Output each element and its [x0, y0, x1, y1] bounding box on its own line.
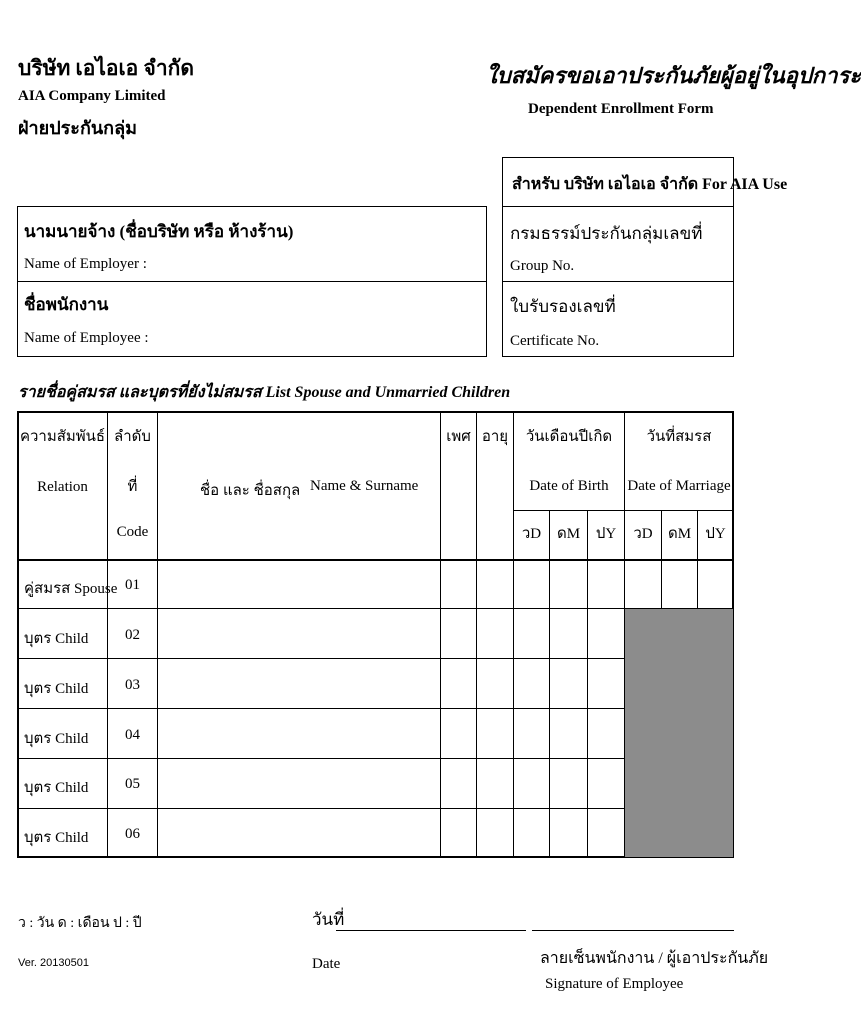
sex-header: เพศ [446, 429, 471, 445]
name-header: Name & Surname [310, 478, 419, 494]
list-heading: รายชื่อคู่สมรส และบุตรที่ยังไม่สมรส List Spouse and Unmarried Children [18, 384, 511, 401]
group-no-label-thai: กรมธรรม์ประกันกลุ่มเลขที่ [510, 224, 703, 243]
child-name-field[interactable] [158, 659, 440, 708]
employee-name-field[interactable] [140, 330, 480, 348]
dom-header-thai: วันที่สมรส [646, 429, 712, 445]
child-name-field[interactable] [158, 609, 440, 658]
row-relation: บุตร Child [24, 780, 89, 796]
child-name-field[interactable] [158, 709, 440, 758]
dob-header: Date of Birth [529, 478, 609, 494]
code-header-thai-2: ที่ [127, 479, 138, 495]
cert-no-label-thai: ใบรับรองเลขที่ [510, 297, 616, 316]
dob-day-header: วD [521, 526, 542, 542]
row-relation: คู่สมรส Spouse [24, 581, 118, 597]
signature-label: Signature of Employee [545, 976, 684, 992]
signature-label-thai: ลายเซ็นพนักงาน / ผู้เอาประกันภัย [540, 950, 769, 967]
spouse-name-field[interactable] [158, 560, 440, 608]
employer-label-thai: นามนายจ้าง (ชื่อบริษัท หรือ ห้างร้าน) [24, 222, 294, 241]
date-legend: ว : วัน ด : เดือน ป : ปี [18, 916, 142, 931]
marriage-date-shaded-area [625, 609, 733, 857]
cert-no-field[interactable] [600, 333, 725, 351]
dom-header: Date of Marriage [627, 478, 731, 494]
dob-header-thai: วันเดือนปีเกิด [525, 429, 613, 445]
employee-label-thai: ชื่อพนักงาน [24, 295, 109, 314]
form-title-english: Dependent Enrollment Form [528, 101, 714, 117]
row-relation: บุตร Child [24, 830, 89, 846]
group-no-field[interactable] [580, 258, 725, 276]
dom-year-header: ปY [705, 526, 726, 542]
row-code: 02 [125, 627, 140, 643]
date-field[interactable] [340, 908, 525, 928]
date-line [336, 930, 526, 931]
employer-name-field[interactable] [140, 256, 480, 274]
row-code: 06 [125, 826, 140, 842]
name-header-thai: ชื่อ และ ชื่อสกุล [200, 483, 301, 499]
row-code: 05 [125, 776, 140, 792]
row-relation: บุตร Child [24, 731, 89, 747]
row-code: 01 [125, 577, 140, 593]
dob-month-header: ดM [556, 526, 581, 542]
signature-line[interactable] [532, 930, 734, 931]
age-header: อายุ [481, 429, 509, 445]
dom-month-header: ดM [667, 526, 692, 542]
dom-day-header: วD [633, 526, 653, 542]
aia-use-title: สำหรับ บริษัท เอไอเอ จำกัด For AIA Use [512, 176, 788, 193]
company-name-english: AIA Company Limited [18, 88, 166, 104]
code-header: Code [116, 524, 149, 540]
date-label: Date [312, 956, 341, 972]
employee-label: Name of Employee : [24, 330, 149, 346]
dob-year-header: ปY [595, 526, 617, 542]
child-name-field[interactable] [158, 809, 440, 857]
row-code: 03 [125, 677, 140, 693]
version-label: Ver. 20130501 [18, 957, 89, 969]
form-title-thai: ใบสมัครขอเอาประกันภัยผู้อยู่ในอุปการะ [486, 63, 861, 88]
group-no-label: Group No. [510, 258, 575, 274]
row-relation: บุตร Child [24, 631, 89, 647]
relation-header: Relation [37, 479, 88, 495]
row-code: 04 [125, 727, 140, 743]
child-name-field[interactable] [158, 759, 440, 808]
company-name-thai: บริษัท เอไอเอ จำกัด [18, 56, 194, 80]
department-name: ฝ่ายประกันกลุ่ม [18, 118, 137, 138]
date-label-thai: วันที่ [312, 910, 345, 929]
employer-label: Name of Employer : [24, 256, 147, 272]
code-header-thai: ลำดับ [114, 429, 151, 445]
relation-header-thai: ความสัมพันธ์ [19, 429, 106, 445]
cert-no-label: Certificate No. [510, 333, 600, 349]
row-relation: บุตร Child [24, 681, 89, 697]
